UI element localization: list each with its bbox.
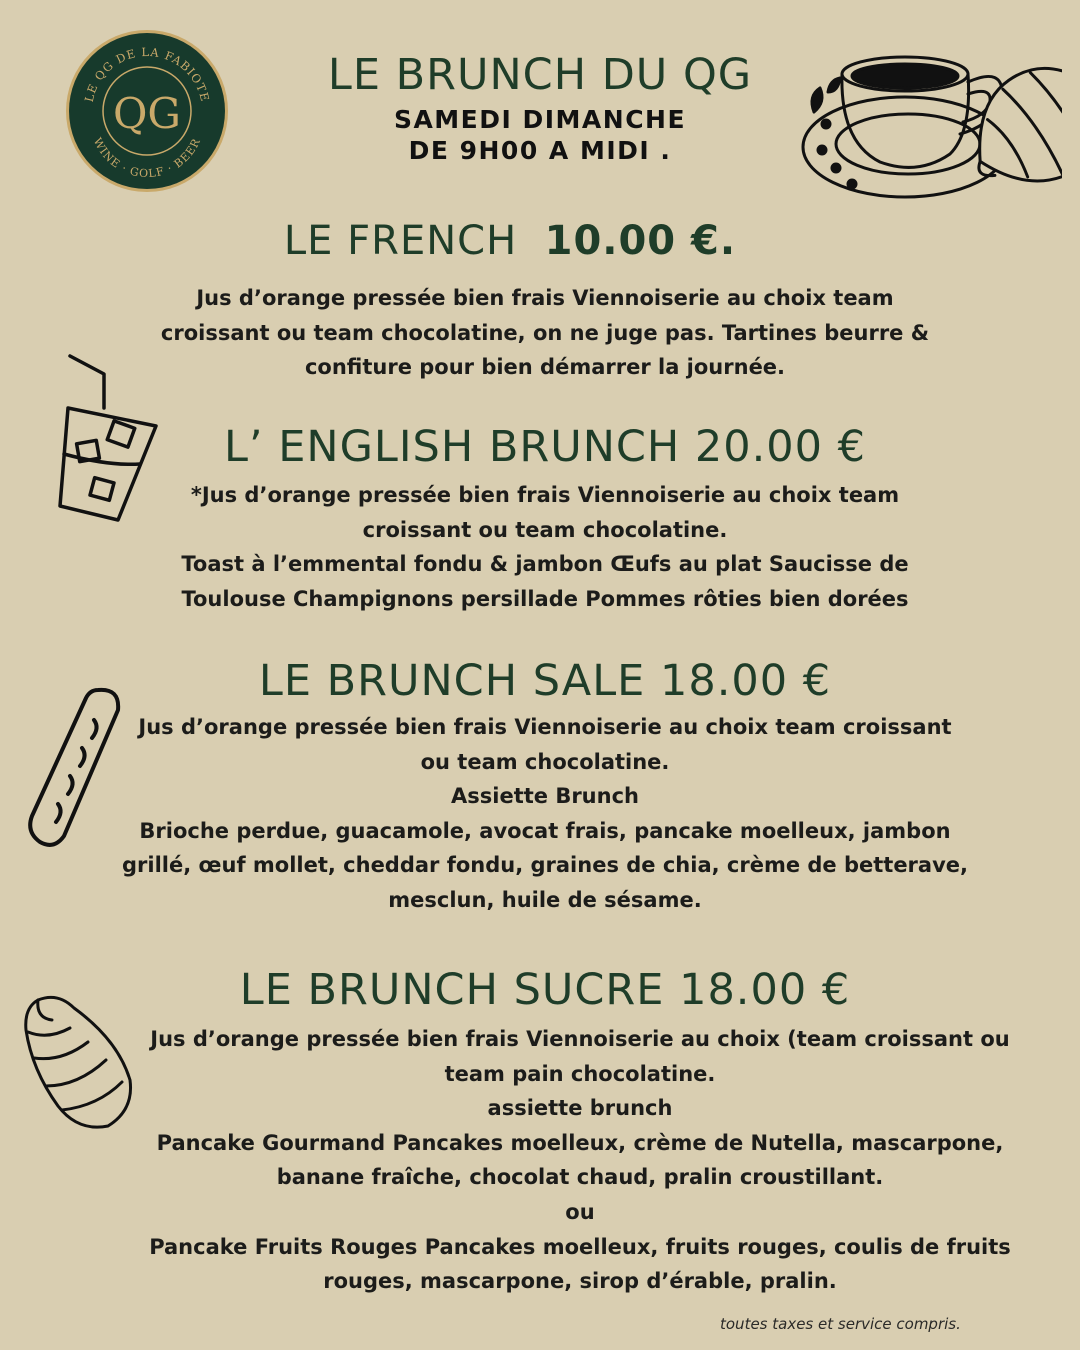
description-line: Assiette Brunch <box>451 784 639 809</box>
description-line: grillé, œuf mollet, cheddar fondu, graines de chia, crème de betterave, <box>122 853 968 878</box>
description-line: ou team chocolatine. <box>420 749 670 774</box>
description-line: rouges, mascarpone, sirop d’érable, pralin. <box>323 1269 837 1294</box>
description-line: Pancake Gourmand Pancakes moelleux, crème de Nutella, mascarpone, <box>156 1130 1004 1155</box>
section-sale-description <box>90 710 1000 918</box>
opening-time: DE 9H00 A MIDI . <box>408 136 672 165</box>
description-line: Toulouse Champignons persillade Pommes rôties bien dorées <box>181 586 909 611</box>
logo-monogram: QG <box>113 89 181 138</box>
logo-ring-bottom-text: WINE · GOLF · BEER <box>90 135 204 181</box>
description-line: mesclun, huile de sésame. <box>388 887 702 912</box>
description-line: Brioche perdue, guacamole, avocat frais, pancake moelleux, jambon <box>139 818 951 843</box>
section-french-title <box>150 218 870 264</box>
coffee-croissant-icon <box>800 52 1062 244</box>
section-english-description <box>90 478 1000 616</box>
opening-days: SAMEDI DIMANCHE <box>393 105 687 134</box>
section-sale-title: LE BRUNCH SALE 18.00 € <box>258 656 832 706</box>
description-line: team pain chocolatine. <box>444 1061 716 1086</box>
description-line: Jus d’orange pressée bien frais Viennoiserie au choix team croissant <box>138 715 952 739</box>
description-line: croissant ou team chocolatine, on ne juge pas. Tartines beurre & <box>160 320 930 345</box>
description-line: *Jus d’orange pressée bien frais Viennoiserie au choix team <box>190 483 900 507</box>
description-line: Toast à l’emmental fondu & jambon Œufs au plat Saucisse de <box>181 552 909 577</box>
page-title: LE BRUNCH DU QG <box>327 50 753 100</box>
section-french-price: 10.00 €. <box>544 218 737 264</box>
description-line: croissant ou team chocolatine. <box>362 517 728 542</box>
logo <box>64 28 230 194</box>
description-line: assiette brunch <box>487 1096 673 1121</box>
section-french-name: LE FRENCH <box>283 218 518 264</box>
section-sucre-title: LE BRUNCH SUCRE 18.00 € <box>239 965 851 1015</box>
section-sucre-description <box>130 1022 1030 1299</box>
footer-note: toutes taxes et service compris. <box>720 1315 961 1333</box>
description-line: Jus d’orange pressée bien frais Viennoiserie au choix team <box>196 286 894 310</box>
logo-ring-top-text: LE QG DE LA FABIOTE <box>81 44 213 104</box>
description-line: Pancake Fruits Rouges Pancakes moelleux, fruits rouges, coulis de fruits <box>149 1234 1011 1259</box>
section-english-title: L’ ENGLISH BRUNCH 20.00 € <box>223 422 867 472</box>
croissant-icon <box>18 990 136 1132</box>
description-line: confiture pour bien démarrer la journée. <box>304 355 786 380</box>
description-line: Jus d’orange pressée bien frais Viennoiserie au choix (team croissant ou <box>150 1027 1010 1051</box>
section-french-description <box>90 281 1000 385</box>
opening-hours <box>340 104 740 166</box>
description-line: ou <box>565 1199 595 1224</box>
description-line: banane fraîche, chocolat chaud, pralin croustillant. <box>276 1165 884 1190</box>
